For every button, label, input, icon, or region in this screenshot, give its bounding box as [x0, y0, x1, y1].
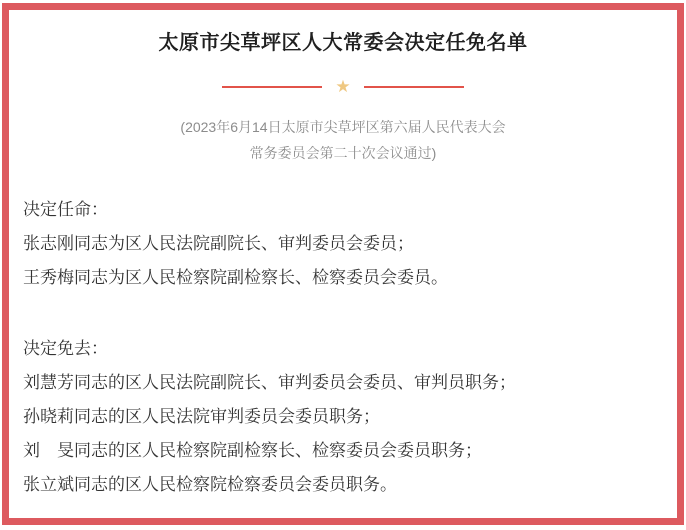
decorative-red-border: [2, 3, 684, 525]
divider-line-left: [222, 86, 322, 88]
dismissal-item: 刘 旻同志的区人民检察院副检察长、检察委员会委员职务；: [23, 441, 482, 460]
meeting-note-line-2: 常务委员会第二十次会议通过): [249, 145, 437, 161]
dismissals-heading: 决定免去：: [23, 339, 108, 358]
meeting-note: [23, 114, 663, 166]
appointment-item: 张志刚同志为区人民法院副院长、审判委员会委员；: [23, 234, 414, 253]
page-title: 太原市尖草坪区人大常委会决定任免名单: [158, 32, 528, 54]
dismissal-item: 孙晓莉同志的区人民法院审判委员会委员职务；: [23, 407, 380, 426]
dismissal-item: 刘慧芳同志的区人民法院副院长、审判委员会委员、审判员职务；: [23, 373, 516, 392]
appointment-item: 王秀梅同志为区人民检察院副检察长、检察委员会委员。: [23, 268, 448, 287]
announcement-body: [23, 201, 663, 493]
divider-line-right: [364, 86, 464, 88]
title-divider: [23, 77, 663, 97]
star-icon: ★: [335, 77, 351, 96]
appointments-heading: 决定任命：: [23, 200, 108, 219]
meeting-note-line-1: (2023年6月14日太原市尖草坪区第六届人民代表大会: [180, 119, 506, 135]
dismissal-item: 张立斌同志的区人民检察院检察委员会委员职务。: [23, 475, 397, 494]
